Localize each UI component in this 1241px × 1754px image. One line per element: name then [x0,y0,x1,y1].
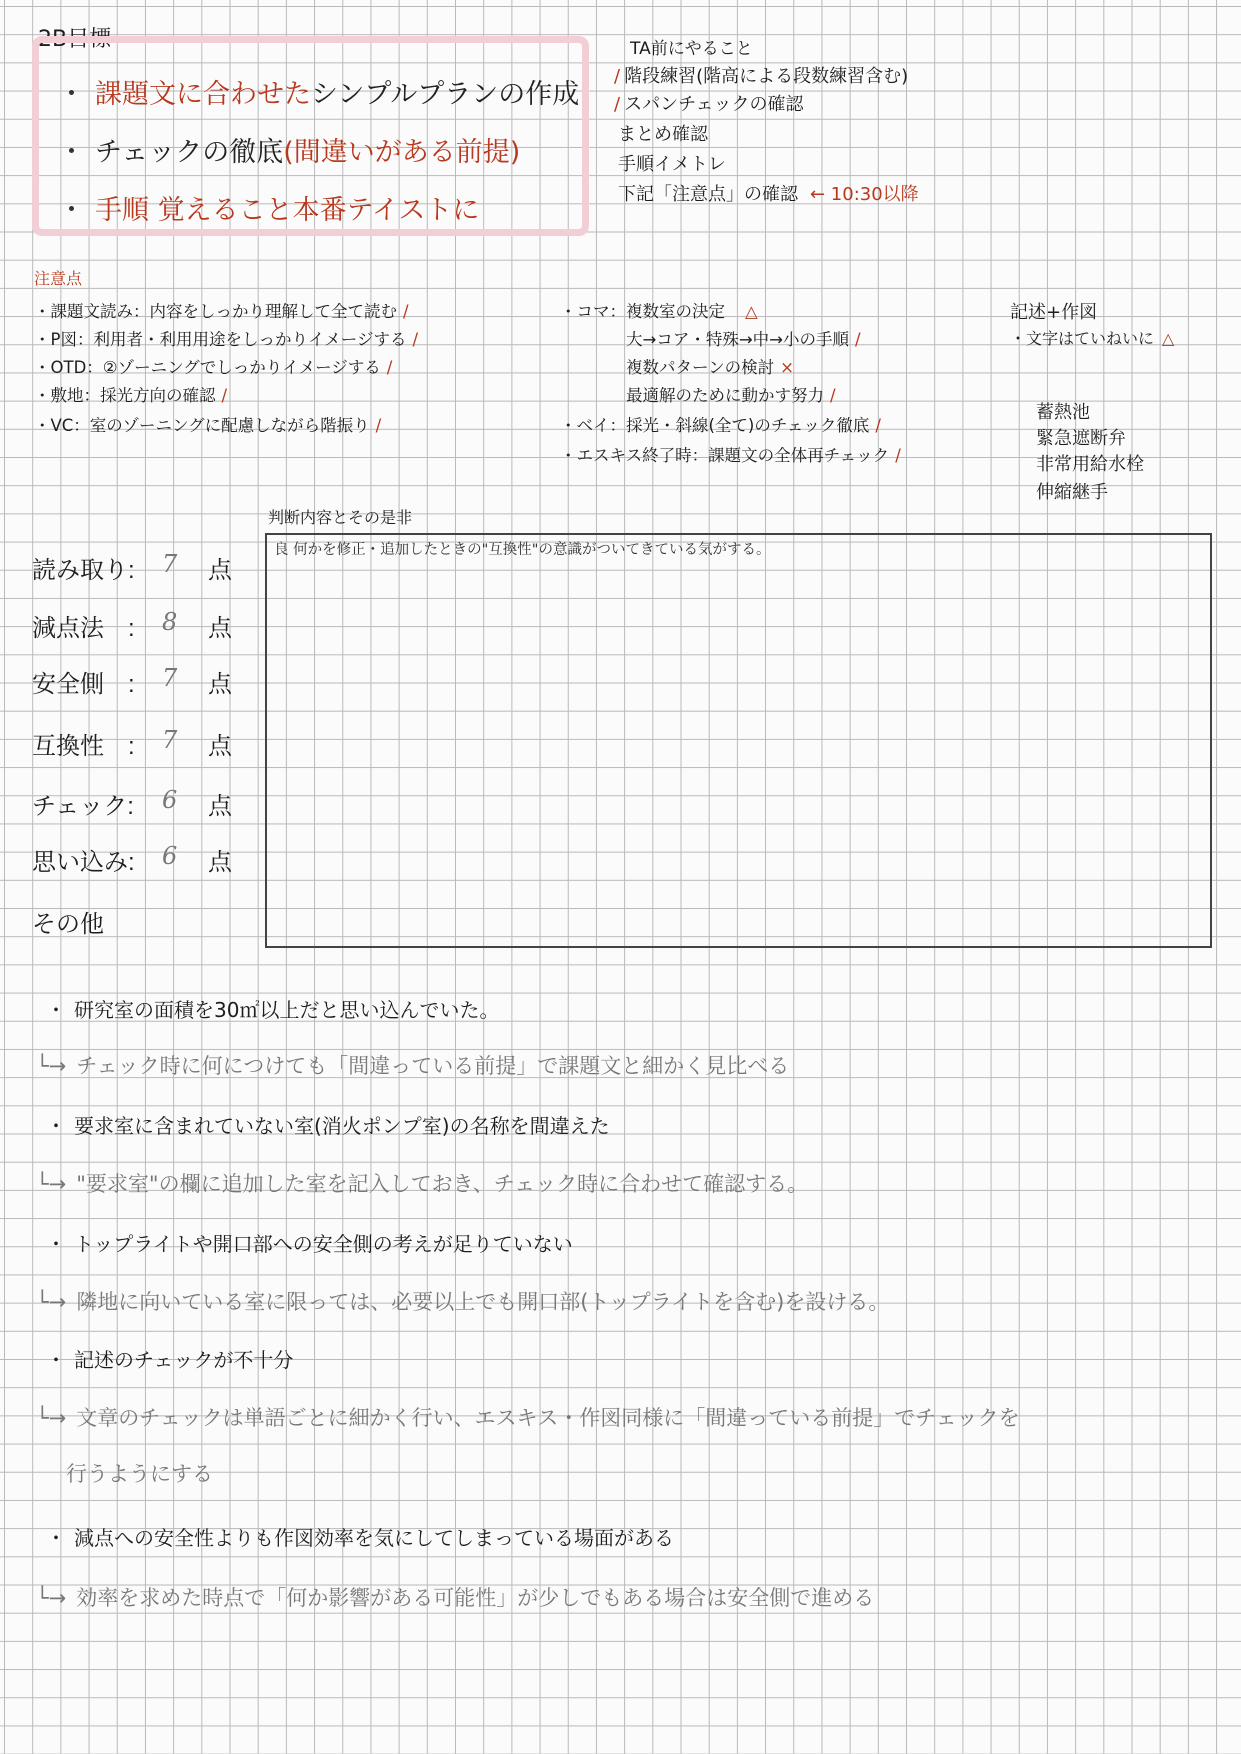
facility-item: 緊急遮断弁 [1036,428,1126,449]
kiroku-title: 記述+作図 [1010,302,1098,323]
caution-title: 注意点 [34,269,83,288]
ta-item: 手順イメトレ [618,154,726,175]
review-fix: └→ チェック時に何につけても「間違っている前提」で課題文と細かく見比べる [36,1054,790,1078]
note-mid: ・エスキス終了時：課題文の全体再チェック / [560,446,901,465]
facility-item: 蓄熱池 [1036,402,1090,423]
score-row: 思い込み: 6 点 [32,842,232,876]
judge-box [265,533,1212,948]
score-row: 安全側 : 7 点 [32,664,232,698]
review-issue: ・ 記述のチェックが不十分 [46,1348,294,1372]
ta-item: / スパンチェックの確認 [614,94,804,115]
note-left: ・P図：利用者・利用用途をしっかりイメージする / [34,330,419,349]
review-fix: └→ 文章のチェックは単語ごとに細かく行い、エスキス・作図同様に「間違っている前提」でチェックを [36,1406,1020,1430]
review-issue: ・ 研究室の面積を30㎡以上だと思い込んでいた。 [46,998,500,1022]
goal-item: ・ チェックの徹底(間違いがある前提) [58,137,521,168]
note-left: ・VC：室のゾーニングに配慮しながら階振り / [34,416,382,435]
review-issue: ・ 要求室に含まれていない室(消火ポンプ室)の名称を間違えた [46,1114,610,1138]
ta-title: TA前にやること [630,39,753,59]
score-row: 読み取り: 7 点 [32,550,232,584]
note-left: ・敷地：採光方向の確認 / [34,386,228,405]
note-mid: 大→コア・特殊→中→小の手順 / [626,330,861,349]
review-issue: ・ トップライトや開口部への安全側の考えが足りていない [46,1232,573,1256]
score-row: その他 [32,911,104,938]
page-title: 2B目標 [38,27,112,52]
note-left: ・課題文読み：内容をしっかり理解して全て読む / [34,302,409,321]
goal-item: ・ 課題文に合わせたシンプルプランの作成 [58,79,580,110]
review-fix: └→ 効率を求めた時点で「何か影響がある可能性」が少しでもある場合は安全側で進める [36,1586,875,1610]
facility-item: 伸縮継手 [1036,482,1108,503]
note-mid: 最適解のために動かす努力 / [626,386,836,405]
review-issue: ・ 減点への安全性よりも作図効率を気にしてしまっている場面がある [46,1526,674,1550]
score-row: 互換性 : 7 点 [32,726,232,760]
review-fix-cont: 行うようにする [66,1462,213,1486]
score-row: 減点法 : 8 点 [32,608,232,642]
review-fix: └→ 隣地に向いている室に限っては、必要以上でも開口部(トップライトを含む)を設ける。 [36,1290,890,1314]
facility-item: 非常用給水栓 [1036,454,1144,475]
note-mid: 複数パターンの検討 × [626,358,794,377]
ta-item: まとめ確認 [618,124,708,145]
note-mid: ・コマ：複数室の決定 △ [560,302,758,321]
note-left: ・OTD：②ゾーニングでしっかりイメージする / [34,358,393,377]
score-row: チェック: 6 点 [32,786,232,820]
goal-item: ・ 手順 覚えること本番テイストに [58,195,480,226]
ta-item: 下記「注意点」の確認 ← 10:30以降 [618,184,919,205]
judge-text: 良 何かを修正・追加したときの"互換性"の意識がついてきている気がする。 [274,542,771,558]
note-mid: ・ベイ：採光・斜線(全て)のチェック徹底 / [560,416,881,435]
kiroku-item: ・文字はていねいに △ [1010,329,1175,348]
ta-item: / 階段練習(階高による段数練習含む) [614,66,909,87]
judge-label: 判断内容とその是非 [268,510,413,527]
review-fix: └→ "要求室"の欄に追加した室を記入しておき、チェック時に合わせて確認する。 [36,1172,809,1196]
